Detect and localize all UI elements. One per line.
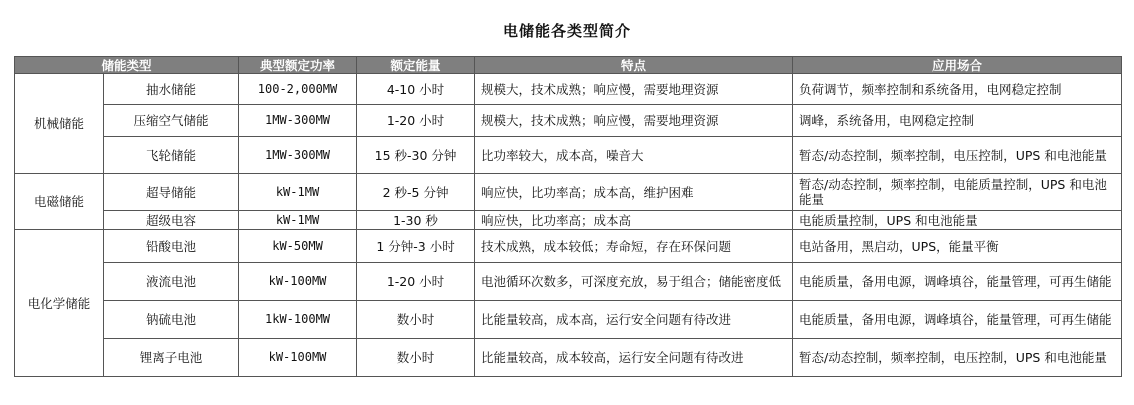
power-cell: kW-100MW bbox=[239, 263, 357, 301]
feature-cell: 比能量较高，成本高，运行安全问题有待改进 bbox=[475, 301, 793, 339]
feature-cell: 技术成熟，成本较低；寿命短，存在环保问题 bbox=[475, 230, 793, 263]
table-row bbox=[15, 263, 1122, 301]
application-cell: 调峰，系统备用，电网稳定控制 bbox=[793, 105, 1122, 137]
energy-cell: 1 分钟-3 小时 bbox=[357, 230, 475, 263]
table-row bbox=[15, 230, 1122, 263]
header-type: 储能类型 bbox=[15, 57, 239, 74]
feature-cell: 电池循环次数多，可深度充放，易于组合；储能密度低 bbox=[475, 263, 793, 301]
application-cell: 电能质量，备用电源，调峰填谷，能量管理，可再生储能 bbox=[793, 263, 1122, 301]
application-cell: 电站备用，黑启动，UPS，能量平衡 bbox=[793, 230, 1122, 263]
header-row bbox=[15, 57, 1122, 74]
power-cell: 1MW-300MW bbox=[239, 105, 357, 137]
application-cell: 暂态/动态控制，频率控制，电压控制，UPS 和电池能量 bbox=[793, 339, 1122, 377]
type-name-cell: 锂离子电池 bbox=[104, 339, 239, 377]
type-name-cell: 超导储能 bbox=[104, 174, 239, 211]
application-cell: 暂态/动态控制，频率控制，电能质量控制，UPS 和电池能量 bbox=[793, 174, 1122, 211]
type-name-cell: 钠硫电池 bbox=[104, 301, 239, 339]
power-cell: 1kW-100MW bbox=[239, 301, 357, 339]
type-name-cell: 飞轮储能 bbox=[104, 137, 239, 174]
feature-cell: 规模大，技术成熟；响应慢，需要地理资源 bbox=[475, 74, 793, 105]
type-name-cell: 抽水储能 bbox=[104, 74, 239, 105]
energy-cell: 数小时 bbox=[357, 301, 475, 339]
energy-cell: 1-30 秒 bbox=[357, 211, 475, 230]
feature-cell: 比能量较高，成本较高，运行安全问题有待改进 bbox=[475, 339, 793, 377]
energy-cell: 1-20 小时 bbox=[357, 263, 475, 301]
power-cell: kW-100MW bbox=[239, 339, 357, 377]
type-name-cell: 铅酸电池 bbox=[104, 230, 239, 263]
power-cell: kW-1MW bbox=[239, 211, 357, 230]
category-cell: 电化学储能 bbox=[15, 230, 104, 377]
feature-cell: 规模大，技术成熟；响应慢，需要地理资源 bbox=[475, 105, 793, 137]
header-application: 应用场合 bbox=[793, 57, 1122, 74]
energy-cell: 4-10 小时 bbox=[357, 74, 475, 105]
energy-cell: 1-20 小时 bbox=[357, 105, 475, 137]
type-name-cell: 液流电池 bbox=[104, 263, 239, 301]
power-cell: kW-1MW bbox=[239, 174, 357, 211]
table-row bbox=[15, 74, 1122, 105]
category-cell: 电磁储能 bbox=[15, 174, 104, 230]
power-cell: kW-50MW bbox=[239, 230, 357, 263]
table-row bbox=[15, 211, 1122, 230]
application-cell: 负荷调节，频率控制和系统备用，电网稳定控制 bbox=[793, 74, 1122, 105]
table-row bbox=[15, 301, 1122, 339]
feature-cell: 比功率较大，成本高，噪音大 bbox=[475, 137, 793, 174]
application-cell: 电能质量，备用电源，调峰填谷，能量管理，可再生储能 bbox=[793, 301, 1122, 339]
table-row bbox=[15, 105, 1122, 137]
header-feature: 特点 bbox=[475, 57, 793, 74]
application-cell: 暂态/动态控制，频率控制，电压控制，UPS 和电池能量 bbox=[793, 137, 1122, 174]
type-name-cell: 压缩空气储能 bbox=[104, 105, 239, 137]
page-title: 电储能各类型简介 bbox=[502, 22, 631, 40]
energy-cell: 15 秒-30 分钟 bbox=[357, 137, 475, 174]
energy-cell: 2 秒-5 分钟 bbox=[357, 174, 475, 211]
storage-types-table bbox=[14, 56, 1122, 377]
power-cell: 1MW-300MW bbox=[239, 137, 357, 174]
feature-cell: 响应快，比功率高；成本高 bbox=[475, 211, 793, 230]
application-cell: 电能质量控制，UPS 和电池能量 bbox=[793, 211, 1122, 230]
power-cell: 100-2,000MW bbox=[239, 74, 357, 105]
category-cell: 机械储能 bbox=[15, 74, 104, 174]
table-row bbox=[15, 339, 1122, 377]
energy-cell: 数小时 bbox=[357, 339, 475, 377]
table-row bbox=[15, 174, 1122, 211]
feature-cell: 响应快，比功率高；成本高，维护困难 bbox=[475, 174, 793, 211]
table-row bbox=[15, 137, 1122, 174]
header-power: 典型额定功率 bbox=[239, 57, 357, 74]
header-energy: 额定能量 bbox=[357, 57, 475, 74]
type-name-cell: 超级电容 bbox=[104, 211, 239, 230]
